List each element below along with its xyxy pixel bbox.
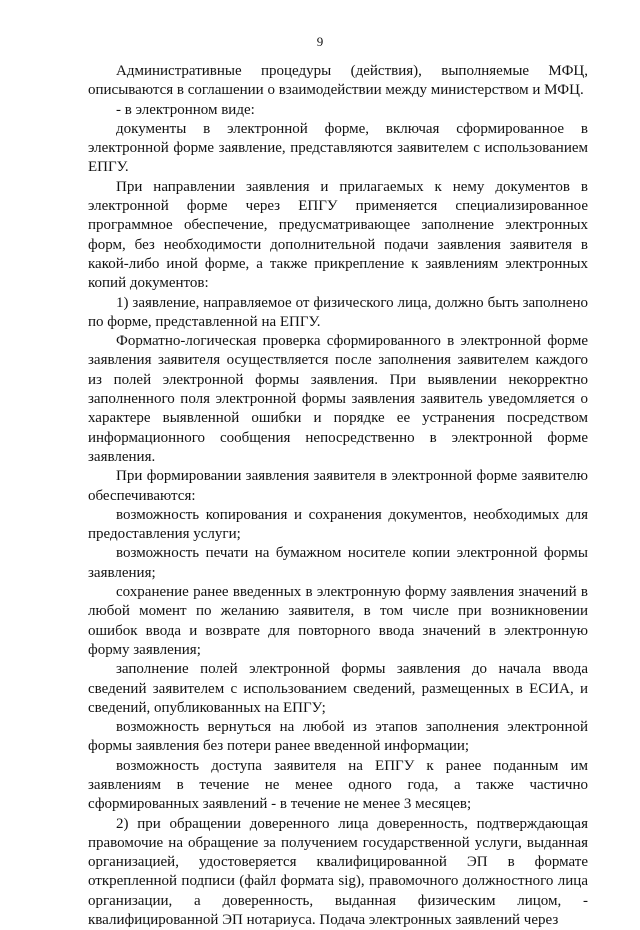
- paragraph: возможность копирования и сохранения документов, необходимых для предоставления услуги;: [88, 506, 588, 543]
- paragraph: возможность печати на бумажном носителе копии электронной формы заявления;: [88, 545, 588, 581]
- paragraph: документы в электронной форме, включая сформированное в электронной форме заявление, представляются заявителем с использованием ЕПГУ.: [88, 120, 588, 176]
- paragraph: При формировании заявления заявителя в электронной форме заявителю обеспечиваются:: [88, 468, 588, 504]
- paragraph: - в электронном виде:: [116, 101, 255, 118]
- paragraph: заполнение полей электронной формы заявления до начала ввода сведений заявителем с использованием сведений, размещенных в ЕСИА, и сведений, опубликованных на ЕПГУ;: [88, 661, 588, 716]
- paragraph: возможность доступа заявителя на ЕПГУ к ранее поданным им заявлениям в течение не менее одного года, а также частично сформированных заявлений - в течение не менее 3 месяцев;: [88, 757, 588, 813]
- paragraph: 1) заявление, направляемое от физического лица, должно быть заполнено по форме, представленной на ЕПГУ.: [88, 294, 588, 330]
- paragraph: сохранение ранее введенных в электронную форму заявления значений в любой момент по желанию заявителя, в том числе при возникновении ошибок ввода и возврате для повторного ввода значений в электронную форму заявления;: [88, 584, 588, 658]
- paragraph: При направлении заявления и прилагаемых к нему документов в электронной форме через ЕПГУ применяется специализированное программное обеспечение, предусматривающее заполнение электронных форм, без необходимости дополнительной подачи заявления заявителя в какой-либо иной форме, а также прикрепление к заявлениям электронных копий документов:: [88, 178, 588, 292]
- paragraph: возможность вернуться на любой из этапов заполнения электронной формы заявления без потери ранее введенной информации;: [88, 719, 588, 755]
- paragraph: Административные процедуры (действия), выполняемые МФЦ, описываются в соглашении о взаимодействии между министерством и МФЦ.: [88, 63, 588, 99]
- document-body: [88, 62, 588, 930]
- paragraph: Форматно-логическая проверка сформированного в электронной форме заявления заявителя осуществляется после заполнения заявителем каждого из полей электронной формы заявления. При выявлении некорректно заполненного поля электронной формы заявления заявитель уведомляется о характере выявленной ошибки и порядке ее устранения посредством информационного сообщения непосредственно в электронной форме заявления.: [88, 333, 588, 465]
- page-number: 9: [316, 34, 324, 49]
- paragraph: 2) при обращении доверенного лица доверенность, подтверждающая правомочие на обращение за получением государственной услуги, выданная организацией, удостоверяется квалифицированной ЭП в формате открепленной подписи (файл формата sig), правомочного должностного лица организации, а доверенность, выданная физическим лицом, - квалифицированной ЭП нотариуса. Подача электронных заявлений через: [88, 815, 588, 929]
